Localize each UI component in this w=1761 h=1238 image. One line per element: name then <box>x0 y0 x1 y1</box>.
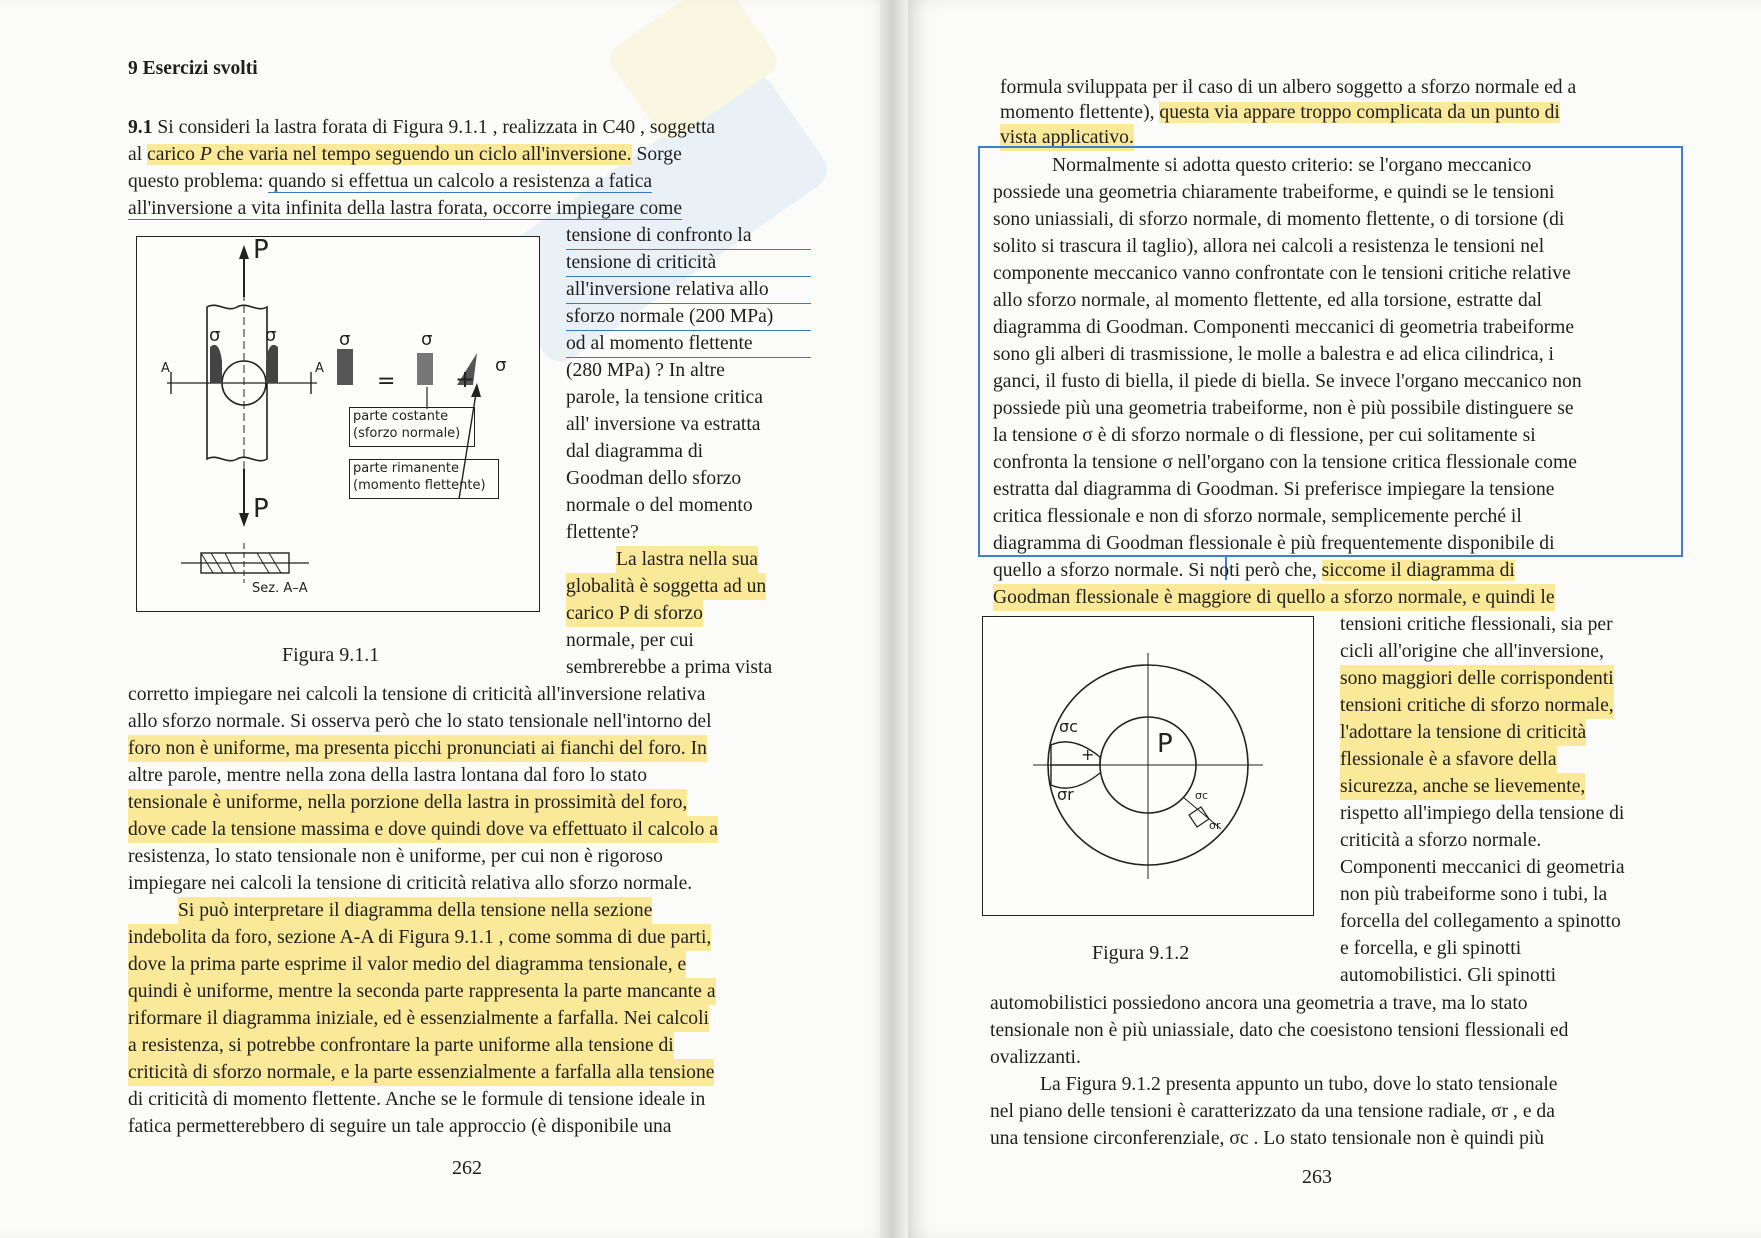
text-line: criticità di sforzo normale, e la parte essenzialmente a farfalla alla tensione <box>128 1059 714 1086</box>
text-line: Goodman flessionale è maggiore di quello a sforzo normale, e quindi le <box>993 584 1555 611</box>
remaining-part-label: parte rimanente <box>353 461 459 476</box>
text-line: quindi è uniforme, mentre la seconda parte rappresenta la parte mancante a <box>128 978 716 1005</box>
text-line: tensione di confronto la <box>566 222 811 250</box>
text-line: estratta dal diagramma di Goodman. Si preferisce impiegare la tensione <box>993 479 1555 500</box>
text-line: possiede più una geometria trabeiforme, non è più possibile distinguere se <box>993 398 1574 419</box>
text-line: criticità a sforzo normale. <box>1340 830 1542 851</box>
text-line: quello a sforzo normale. Si noti però che, siccome il diagramma di <box>993 560 1515 581</box>
text-line: sono maggiori delle corrispondenti <box>1340 665 1614 692</box>
text-line: vista applicativo. <box>1000 124 1134 151</box>
text-line: all' inversione va estratta <box>566 414 761 435</box>
text-line: flettente? <box>566 522 639 543</box>
text-line: diagramma di Goodman. Componenti meccanici di geometria trabeiforme <box>993 317 1575 338</box>
text-line: allo sforzo normale. Si osserva però che lo stato tensionale nell'intorno del <box>128 711 712 732</box>
constant-part-label: parte costante <box>353 409 449 424</box>
equals-sign: = <box>377 369 396 394</box>
text-line: La Figura 9.1.2 presenta appunto un tubo, dove lo stato tensionale <box>1040 1074 1558 1095</box>
load-label-top: P <box>253 235 269 265</box>
text-line: cicli all'origine che all'inversione, <box>1340 641 1604 662</box>
remaining-part-box <box>349 459 499 499</box>
text-line: tensioni critiche flessionali, sia per <box>1340 614 1613 635</box>
section-label: Sez. A–A <box>252 581 308 596</box>
text-line: allo sforzo normale, al momento flettente, ed alla torsione, estratte dal <box>993 290 1542 311</box>
text-line: corretto impiegare nei calcoli la tensione di criticità all'inversione relativa <box>128 684 706 705</box>
text-line: tensione di criticità <box>566 249 811 277</box>
sigma-r-small-label: σr <box>1209 819 1221 832</box>
text-line: normale, per cui <box>566 630 694 651</box>
figure-9-1-2 <box>982 616 1314 916</box>
text-line: momento flettente), questa via appare troppo complicata da un punto di <box>1000 102 1560 123</box>
text-line: parole, la tensione critica <box>566 387 763 408</box>
text-line: forcella del collegamento a spinotto <box>1340 911 1621 932</box>
text-line: all'inversione relativa allo <box>566 276 811 304</box>
text-line: sono uniassiali, di sforzo normale, di momento flettente, o di torsione (di <box>993 209 1565 230</box>
tube-diagram <box>983 617 1313 915</box>
plate-diagram <box>137 237 539 611</box>
text-line: tensionale non è più uniassiale, dato che coesistono tensioni flessionali ed <box>990 1020 1569 1041</box>
text-line: od al momento flettente <box>566 330 811 358</box>
figure-caption: Figura 9.1.1 <box>282 644 380 666</box>
section-mark-a: A <box>161 361 170 376</box>
text-line: critica flessionale e non di sforzo normale, semplicemente perché il <box>993 506 1522 527</box>
load-label-bottom: P <box>253 494 269 524</box>
page-number: 262 <box>452 1157 482 1179</box>
text-line: una tensione circonferenziale, σc . Lo stato tensionale non è quindi più <box>990 1128 1545 1149</box>
text-line: indebolita da foro, sezione A-A di Figura 9.1.1 , come somma di due parti, <box>128 924 711 951</box>
text-line: Si può interpretare il diagramma della tensione nella sezione <box>178 897 652 924</box>
text-line: solito si trascura il taglio), allora nei calcoli a resistenza le tensioni nel <box>993 236 1545 257</box>
text-line: sembrerebbe a prima vista <box>566 657 773 678</box>
text-line: all'inversione a vita infinita della lastra forata, occorre impiegare come <box>128 198 683 219</box>
text-line: flessionale è a sfavore della <box>1340 746 1557 773</box>
text-line: a resistenza, si potrebbe confrontare la parte uniforme alla tensione di <box>128 1032 674 1059</box>
text-line: questo problema: quando si effettua un calcolo a resistenza a fatica <box>128 171 653 192</box>
sigma-label-remaining: σ <box>495 355 507 376</box>
text-line: al carico P che varia nel tempo seguendo un ciclo all'inversione. Sorge <box>128 144 682 165</box>
text-line: tensioni critiche di sforzo normale, <box>1340 692 1614 719</box>
text-line: impiegare nei calcoli la tensione di criticità relativa allo sforzo normale. <box>128 873 693 894</box>
text-line: nel piano delle tensioni è caratterizzato da una tensione radiale, σr , e da <box>990 1101 1555 1122</box>
text-line: sono gli alberi di trasmissione, le molle a balestra e ad elica cilindrica, i <box>993 344 1554 365</box>
sigma-label-right: σ <box>265 325 277 346</box>
chapter-title: 9 Esercizi svolti <box>128 58 258 79</box>
text-line: componente meccanico vanno confrontate con le tensioni critiche relative <box>993 263 1571 284</box>
text-line: globalità è soggetta ad un <box>566 573 766 600</box>
text-line: automobilistici possiedono ancora una geometria a trave, ma lo stato <box>990 993 1528 1014</box>
text-line: la tensione σ è di sforzo normale o di flessione, per cui solitamente si <box>993 425 1536 446</box>
constant-part-box <box>349 407 475 447</box>
text-line: Normalmente si adotta questo criterio: se l'organo meccanico <box>1052 155 1532 176</box>
text-line: ovalizzanti. <box>990 1047 1081 1068</box>
figure-caption: Figura 9.1.2 <box>1092 942 1190 964</box>
sigma-c-label: σc <box>1059 717 1078 736</box>
text-line: e forcella, e gli spinotti <box>1340 938 1522 959</box>
remaining-part-label: (momento flettente) <box>353 478 486 493</box>
text-line: automobilistici. Gli spinotti <box>1340 965 1557 986</box>
sigma-label-total: σ <box>339 329 351 350</box>
text-line: l'adottare la tensione di criticità <box>1340 719 1586 746</box>
constant-part-label: (sforzo normale) <box>353 426 461 441</box>
text-line: 9.1 Si consideri la lastra forata di Figura 9.1.1 , realizzata in C40 , soggetta <box>128 117 716 138</box>
plus-sign: + <box>455 365 476 393</box>
text-line: sicurezza, anche se lievemente, <box>1340 773 1585 800</box>
sigma-r-label: σr <box>1057 785 1074 804</box>
load-label: P <box>1157 729 1173 759</box>
text-line: riformare il diagramma iniziale, ed è essenzialmente a farfalla. Nei calcoli <box>128 1005 709 1032</box>
text-line: possiede una geometria chiaramente trabeiforme, e quindi se le tensioni <box>993 182 1555 203</box>
text-line: La lastra nella sua <box>616 546 758 573</box>
text-line: Goodman dello sforzo <box>566 468 742 489</box>
text-line: non più trabeiforme sono i tubi, la <box>1340 884 1608 905</box>
sigma-c-small-label: σc <box>1195 789 1209 802</box>
text-line: dove cade la tensione massima e dove quindi dove va effettuato il calcolo a <box>128 816 718 843</box>
text-line: foro non è uniforme, ma presenta picchi pronunciati ai fianchi del foro. In <box>128 735 707 762</box>
section-mark-a: A <box>315 361 324 376</box>
text-line: Componenti meccanici di geometria <box>1340 857 1625 878</box>
text-line: rispetto all'impiego della tensione di <box>1340 803 1625 824</box>
figure-9-1-1 <box>136 236 540 612</box>
text-line: confronta la tensione σ nell'organo con la tensione critica flessionale come <box>993 452 1577 473</box>
text-line: dal diagramma di <box>566 441 704 462</box>
text-line: resistenza, lo stato tensionale non è uniforme, per cui non è rigoroso <box>128 846 663 867</box>
plus-sign: + <box>1081 745 1095 764</box>
text-line: ganci, il fusto di biella, il piede di biella. Se invece l'organo meccanico non <box>993 371 1582 392</box>
text-line: sforzo normale (200 MPa) <box>566 303 811 331</box>
text-line: normale o del momento <box>566 495 753 516</box>
text-line: altre parole, mentre nella zona della lastra lontana dal foro lo stato <box>128 765 648 786</box>
text-line: dove la prima parte esprime il valor medio del diagramma tensionale, e <box>128 951 686 978</box>
text-line: (280 MPa) ? In altre <box>566 360 725 381</box>
text-line: diagramma di Goodman flessionale è più frequentemente disponibile di <box>993 533 1555 554</box>
sigma-label-left: σ <box>209 325 221 346</box>
text-line: carico P di sforzo <box>566 600 703 627</box>
text-line: tensionale è uniforme, nella porzione della lastra in prossimità del foro, <box>128 789 687 816</box>
sigma-label-constant: σ <box>421 329 433 350</box>
page-number: 263 <box>1302 1166 1332 1188</box>
text-line: formula sviluppata per il caso di un albero soggetto a sforzo normale ed a <box>1000 77 1577 98</box>
text-line: fatica permetterebbero di seguire un tale approccio (è disponibile una <box>128 1116 672 1137</box>
text-line: di criticità di momento flettente. Anche se le formule di tensione ideale in <box>128 1089 706 1110</box>
